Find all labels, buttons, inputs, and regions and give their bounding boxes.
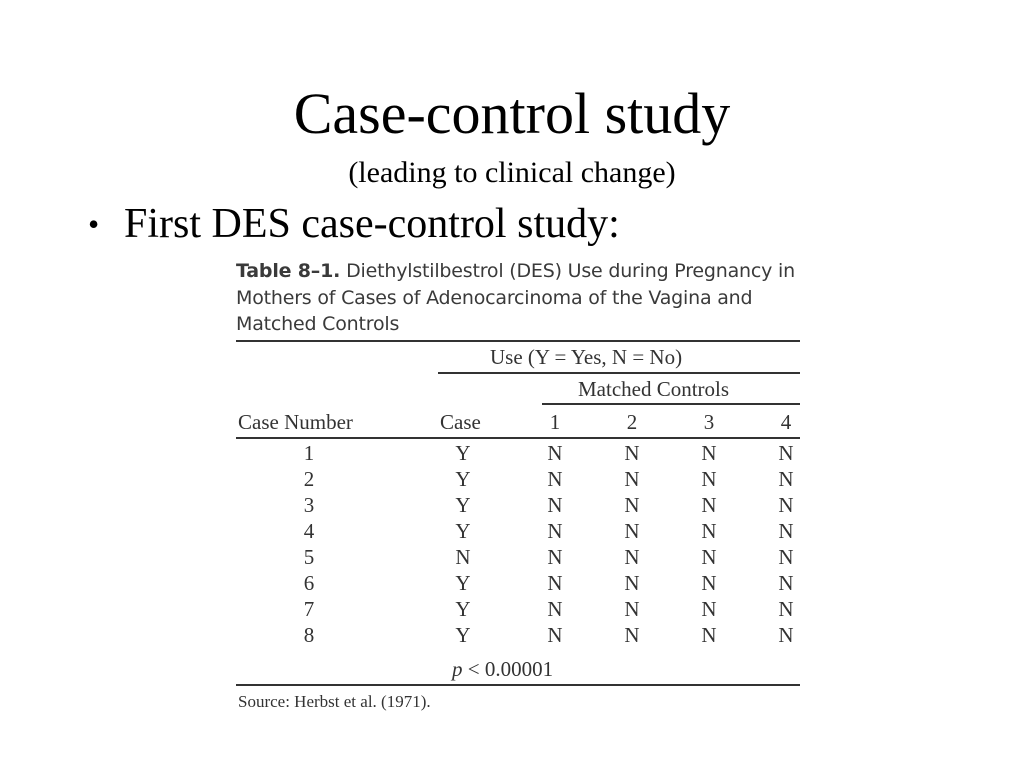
row-control-2: N	[624, 493, 640, 517]
p-symbol: p	[452, 657, 463, 681]
col-header-control-4: 4	[780, 410, 792, 434]
row-control-4: N	[778, 597, 794, 621]
col-header-control-3: 3	[703, 410, 715, 434]
top-rule	[236, 340, 800, 342]
row-control-4: N	[778, 571, 794, 595]
row-control-4: N	[778, 545, 794, 569]
row-control-2: N	[624, 623, 640, 647]
row-control-1: N	[547, 441, 563, 465]
bullet-item	[88, 198, 620, 250]
col-header-control-2: 2	[626, 410, 638, 434]
slide-subtitle: (leading to clinical change)	[348, 156, 676, 189]
controls-header-rule	[542, 403, 800, 405]
header-rule	[236, 437, 800, 439]
table-figure	[236, 256, 800, 716]
row-case-number: 5	[303, 545, 315, 569]
row-case-use: Y	[455, 597, 471, 621]
row-control-3: N	[701, 623, 717, 647]
slide-title: Case-control study	[293, 81, 731, 146]
row-case-number: 2	[303, 467, 315, 491]
row-control-4: N	[778, 467, 794, 491]
row-control-3: N	[701, 441, 717, 465]
row-control-3: N	[701, 519, 717, 543]
row-case-number: 6	[303, 571, 315, 595]
row-case-number: 4	[303, 519, 315, 543]
row-control-4: N	[778, 493, 794, 517]
row-control-4: N	[778, 519, 794, 543]
row-case-number: 8	[303, 623, 315, 647]
table-caption	[236, 258, 800, 338]
row-case-number: 3	[303, 493, 315, 517]
row-control-1: N	[547, 597, 563, 621]
bullet-dot: •	[88, 206, 100, 242]
row-control-3: N	[701, 493, 717, 517]
row-control-3: N	[701, 467, 717, 491]
row-control-2: N	[624, 545, 640, 569]
row-case-use: Y	[455, 519, 471, 543]
row-case-use: Y	[455, 571, 471, 595]
col-header-case-number: Case Number	[238, 410, 353, 434]
p-rest: < 0.00001	[462, 657, 554, 681]
row-case-use: Y	[455, 467, 471, 491]
col-header-case: Case	[440, 410, 481, 434]
caption-line-2: Mothers of Cases of Adenocarcinoma of the Vagina and	[236, 286, 753, 309]
row-control-2: N	[624, 441, 640, 465]
bottom-rule	[236, 684, 800, 686]
row-control-2: N	[624, 571, 640, 595]
col-header-control-1: 1	[549, 410, 561, 434]
table-source: Source: Herbst et al. (1971).	[238, 692, 431, 711]
use-header-rule	[438, 372, 800, 374]
caption-line-1: Diethylstilbestrol (DES) Use during Pregnancy in	[346, 260, 795, 282]
row-case-use: Y	[455, 623, 471, 647]
row-control-2: N	[624, 597, 640, 621]
row-control-1: N	[547, 493, 563, 517]
row-control-4: N	[778, 441, 794, 465]
controls-header: Matched Controls	[578, 377, 730, 401]
use-header: Use (Y = Yes, N = No)	[490, 345, 683, 369]
row-case-use: Y	[455, 441, 471, 465]
row-control-1: N	[547, 623, 563, 647]
row-control-2: N	[624, 519, 640, 543]
row-control-3: N	[701, 571, 717, 595]
bullet-text: First DES case-control study:	[124, 201, 620, 247]
row-control-3: N	[701, 597, 717, 621]
row-control-1: N	[547, 545, 563, 569]
row-control-3: N	[701, 545, 717, 569]
caption-line-3: Matched Controls	[236, 313, 400, 335]
row-case-use: N	[455, 545, 471, 569]
row-control-1: N	[547, 519, 563, 543]
row-control-2: N	[624, 467, 640, 491]
row-control-1: N	[547, 571, 563, 595]
row-case-number: 1	[303, 441, 315, 465]
row-case-use: Y	[455, 493, 471, 517]
row-control-1: N	[547, 467, 563, 491]
table-number: Table 8–1.	[236, 260, 341, 282]
p-value	[452, 657, 553, 681]
row-control-4: N	[778, 623, 794, 647]
row-case-number: 7	[303, 597, 315, 621]
